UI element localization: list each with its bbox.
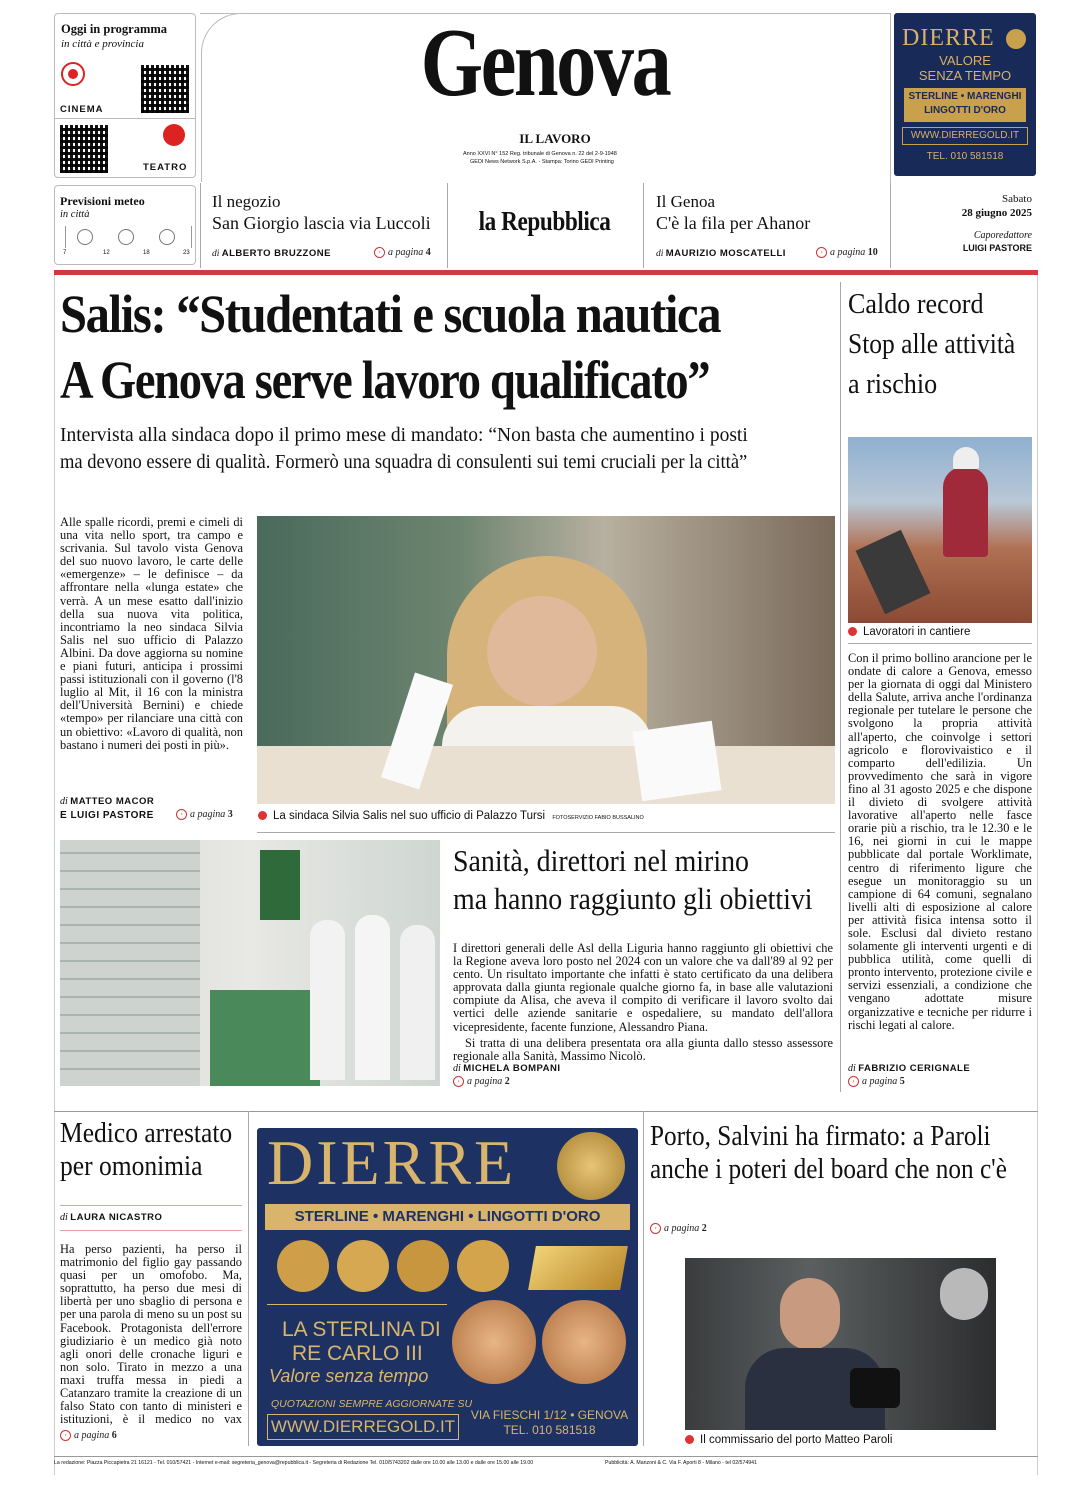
byline-di: di: [212, 249, 220, 259]
lead-caption-text: La sindaca Silvia Salis nel suo ufficio di Palazzo Tursi: [273, 810, 546, 822]
ad-top-line2: SENZA TEMPO: [918, 68, 1012, 83]
ad-top-tel: TEL. 010 581518: [926, 151, 1004, 162]
ad-top-line1: VALORE: [939, 53, 991, 68]
box-negozio[interactable]: [212, 192, 442, 262]
footer-pubblicita: Pubblicità: A. Manzoni & C. Via F. Aporti 8 - Milano - tel 02/574941: [605, 1460, 757, 1466]
sun-icon: [77, 229, 93, 245]
byline-di: di: [60, 1212, 68, 1223]
date-box: [895, 193, 1032, 253]
caldo-headline-1[interactable]: Caldo record: [848, 288, 984, 320]
programma-title: Oggi in programma: [61, 22, 168, 36]
ad-big-s2: RE CARLO III: [292, 1342, 423, 1365]
pageref-number: 6: [111, 1430, 117, 1441]
footer-redazione: La redazione: Piazza Piccapietra 21 16121 - Tel. 010/57421 - Internet e-mail: segreteria_genova@repubblica.it - Segreteria di Redazione Tel. 010/5743202 dalle ore 10.00 alle 13.00 e dalle ore 15.00 alle 19.00: [54, 1460, 534, 1466]
sanita-body-1: I direttori generali delle Asl della Liguria hanno raggiunto gli obiettivi che la Regione aveva loro posto nel 2024 con un valore che va dall'89 al 92 per cento. Un risultato importante che infatti è stato certificato da una delibera approvata dalla giunta regionale qualche giorno fa, in base alle valutazioni compiute da Alisa, che aveva il compito di verificare il lavoro svolto dai vertici delle aziende sanitarie e ospedaliere, su mandato dell'allora vicepresidente, facente funzione, Alessandro Piana.: [453, 941, 833, 1034]
caldo-caption: [848, 626, 970, 638]
gold-coin-icon: [337, 1240, 389, 1292]
teatro-qr-icon[interactable]: [60, 125, 108, 173]
lead-pageref[interactable]: [176, 809, 233, 820]
sanita-headline-2[interactable]: ma hanno raggiunto gli obiettivi: [453, 881, 813, 916]
cinema-qr-icon[interactable]: [141, 65, 189, 113]
gold-coin-icon: [397, 1240, 449, 1292]
lead-author-2: E LUIGI PASTORE: [60, 810, 154, 821]
medico-pageref[interactable]: [60, 1430, 117, 1441]
lead-body: Alle spalle ricordi, premi e cimeli di una vita nello sport, tra campo e scrivania. Sul tavolo vista Genova del suo nuovo lavoro, le carte delle «emergenze» – le definisce – da affrontare nella «lunga estate» che verrà. A un mese esatto dall'inizio della sua nuova vita politica, incontriamo la neo sindaca Silvia Salis nel suo ufficio di Palazzo Albini. Da dove aggiorna su nomine e piani futuri, anticipa i prossimi passi istituzionali con il governo (l'8 luglio al Mit, il 16 con la ministra dell'Università Bernini) e chiede «tempo» per rilanciare una città con un obiettivo: «Lavoro di qualità, non bastano i numeri dei posti in più».: [60, 516, 243, 752]
microphone-icon: [850, 1368, 900, 1408]
person-face: [780, 1278, 840, 1350]
nurse-figure: [355, 915, 390, 1080]
gold-coin-icon: [557, 1132, 625, 1200]
arrow-icon: ›: [453, 1076, 464, 1087]
meteo-box[interactable]: [54, 185, 196, 265]
camera-icon: [258, 811, 267, 820]
teatro-icon[interactable]: [163, 124, 185, 146]
nurse-figure: [310, 920, 345, 1080]
green-cabinet: [210, 990, 320, 1086]
arrow-icon: ›: [60, 1430, 71, 1441]
caldo-headline-2[interactable]: Stop alle attività: [848, 328, 1016, 360]
lead-subtitle-1: Intervista alla sindaca dopo il primo mese di mandato: “Non basta che aumentino i posti: [60, 425, 748, 446]
person-head: [940, 1268, 988, 1320]
programma-box: [54, 13, 196, 178]
helmet-icon: [953, 447, 979, 469]
genoa-kicker: Il Genoa: [656, 192, 716, 211]
sovereign-coin-icon: [542, 1300, 626, 1384]
ad-big-addr: VIA FIESCHI 1/12 • GENOVA: [470, 1408, 629, 1422]
camera-icon: [685, 1435, 694, 1444]
lead-photo-salis[interactable]: [257, 516, 835, 804]
masthead-sub: IL LAVORO: [519, 131, 591, 146]
ad-dierre-big[interactable]: [257, 1128, 638, 1446]
arrow-icon: ›: [848, 1076, 859, 1087]
pageref-label: a pagina: [190, 809, 226, 820]
meteo-title: Previsioni meteo: [60, 194, 145, 208]
porto-headline-1[interactable]: Porto, Salvini ha firmato: a Paroli: [650, 1120, 991, 1152]
medico-author: LAURA NICASTRO: [70, 1212, 163, 1223]
photo-credit: FOTOSERVIZIO FABIO BUSSALINO: [552, 815, 644, 821]
pageref-number: 2: [701, 1223, 707, 1234]
arrow-icon: ›: [816, 247, 827, 258]
green-flag: [260, 850, 300, 920]
meteo-hour: 18: [143, 250, 150, 256]
genoa-author: MAURIZIO MOSCATELLI: [665, 248, 786, 259]
arrow-icon: ›: [374, 247, 385, 258]
sanita-pageref[interactable]: [453, 1076, 510, 1087]
medico-headline-2[interactable]: per omonimia: [60, 1150, 203, 1182]
date-role: Caporedattore: [973, 230, 1032, 241]
worker-arm: [856, 530, 931, 615]
cinema-label[interactable]: CINEMA: [60, 104, 104, 115]
ad-big-s1: LA STERLINA DI: [282, 1318, 441, 1341]
worker-figure: [943, 467, 988, 557]
porto-photo-paroli[interactable]: [685, 1258, 996, 1430]
meteo-hour: 7: [63, 250, 67, 256]
nurse-figure: [400, 925, 435, 1080]
ad-top-line3: STERLINE • MARENGHI: [908, 91, 1022, 102]
byline-di: di: [656, 249, 664, 259]
gold-bar-icon: [528, 1246, 628, 1290]
pageref-number: 5: [899, 1076, 905, 1087]
masthead-info2: GEDI News Network S.p.A. - Stampa: Torino GEDI Printing: [470, 159, 614, 165]
date-day: Sabato: [1002, 193, 1032, 205]
person-face: [487, 596, 597, 706]
masthead-info1: Anno XXVI N° 152 Reg. tribunale di Genova n. 22 del 2-9-1948: [463, 151, 617, 157]
masthead-title[interactable]: Genova: [420, 9, 670, 117]
negozio-kicker: Il negozio: [212, 192, 281, 211]
medico-headline-1[interactable]: Medico arrestato: [60, 1117, 233, 1149]
caldo-author: FABRIZIO CERIGNALE: [858, 1063, 971, 1074]
ad-dierre-top[interactable]: [894, 13, 1036, 176]
sanita-body-2: Si tratta di una delibera presentata ora alla giunta dallo stesso assessore regionale alla Sanità, Massimo Nicolò.: [453, 1036, 833, 1064]
byline-di: di: [60, 796, 68, 807]
lead-headline-1[interactable]: Salis: “Studentati e scuola nautica: [60, 284, 721, 344]
ad-top-web: WWW.DIERREGOLD.IT: [902, 127, 1028, 145]
negozio-author: ALBERTO BRUZZONE: [221, 248, 331, 259]
lead-author-1: MATTEO MACOR: [70, 796, 155, 807]
medico-body: Ha perso pazienti, ha perso il matrimonio del figlio gay passando quasi per un omofobo. Ma, soprattutto, ha perso due mesi di libertà per uno sbaglio di persona e per una parola di meno su un post su Facebook. Protagonista dell'errore giudiziario è un medico già noto agli onori delle cronache liguri e non solo. Tirato in mezzo a una maxi truffa messa in piedi a Catanzaro tramite la creazione di un falso Stato con tanto di ministeri e istituzioni, è il medico no vax: [60, 1243, 242, 1427]
sun-icon: [118, 229, 134, 245]
sun-icon: [159, 229, 175, 245]
sanita-photo-pharmacy[interactable]: [60, 840, 440, 1086]
programma-subtitle: in città e provincia: [61, 38, 144, 50]
header-red-rule: [54, 270, 1038, 275]
repubblica-logo[interactable]: la Repubblica: [478, 206, 611, 236]
caldo-photo-workers[interactable]: [848, 437, 1032, 623]
pageref-number: 10: [867, 247, 878, 258]
caldo-pageref[interactable]: [848, 1076, 905, 1087]
teatro-label[interactable]: TEATRO: [143, 162, 188, 173]
ad-top-line4: LINGOTTI D'ORO: [924, 105, 1006, 116]
date-name: LUIGI PASTORE: [962, 243, 1032, 253]
genoa-pageref[interactable]: [816, 247, 878, 258]
meteo-subtitle: in città: [60, 209, 90, 220]
caldo-caption-text: Lavoratori in cantiere: [863, 626, 971, 638]
cinema-icon[interactable]: [61, 62, 85, 86]
ad-big-brand: DIERRE: [267, 1128, 517, 1198]
pageref-label: a pagina: [388, 247, 424, 258]
box-genoa[interactable]: [656, 192, 886, 262]
pageref-label: a pagina: [664, 1223, 700, 1234]
porto-pageref[interactable]: [650, 1223, 707, 1234]
sanita-author: MICHELA BOMPANI: [463, 1063, 561, 1074]
meteo-hour: 12: [103, 250, 110, 256]
pageref-label: a pagina: [862, 1076, 898, 1087]
camera-icon: [848, 627, 857, 636]
lead-caption: [258, 810, 644, 822]
byline-di: di: [848, 1063, 856, 1074]
ad-big-web: WWW.DIERREGOLD.IT: [267, 1414, 459, 1440]
negozio-title: San Giorgio lascia via Luccoli: [212, 213, 431, 233]
pageref-label: a pagina: [467, 1076, 503, 1087]
ad-big-tel: TEL. 010 581518: [503, 1423, 596, 1437]
paper: [633, 721, 722, 801]
date-date: 28 giugno 2025: [961, 207, 1032, 219]
arrow-icon: ›: [176, 809, 187, 820]
arrow-icon: ›: [650, 1223, 661, 1234]
porto-headline-2[interactable]: anche i poteri del board che non c'è: [650, 1153, 1007, 1185]
gold-coin-icon: [1006, 29, 1026, 49]
caldo-headline-3[interactable]: a rischio: [848, 368, 938, 400]
porto-caption: [685, 1434, 892, 1446]
sanita-headline-1[interactable]: Sanità, direttori nel mirino: [453, 843, 750, 878]
lead-subtitle-2: ma devono essere di qualità. Formerò una squadra di consulenti sui temi cruciali per la città”: [60, 452, 748, 473]
pageref-number: 3: [227, 809, 233, 820]
ad-top-brand: DIERRE: [902, 25, 995, 51]
meteo-hour: 23: [183, 250, 190, 256]
ad-big-s3: Valore senza tempo: [269, 1366, 429, 1386]
gold-coin-icon: [457, 1240, 509, 1292]
genoa-title: C'è la fila per Ahanor: [656, 213, 811, 233]
pageref-number: 2: [504, 1076, 510, 1087]
caldo-body: Con il primo bollino arancione per le ondate di calore a Genova, emesso per la giornata di oggi dal Ministero della Salute, arriva anche l'ordinanza regionale per tutelare le persone che svolgono la propria attività all'aperto, che coinvolge i settori agricolo e florovivaistico e il comparto dell'edilizia. Un provvedimento che sarà in vigore fino al 31 agosto 2025 e che dispone il divieto di svolgere attività lavorative all'aperto nelle fasce orarie più a rischio, tra le 12.30 e le 16, nei giorni in cui le mappe pubblicate dal portale Worklimate, centro di riferimento ligure che esegue un monitoraggio su un campione di 64 comuni, segnalano livelli alti di esposizione al calore per attività fisica intensa sotto il sole. Esclusi dal divieto restano solamente gli interventi urgenti e di pubblica utilità, come quelli di pronto intervento, protezione civile e servizi essenziali, a condizione che vengano adottate misure organizzative e tecniche per ridurre i rischi legati al calore.: [848, 652, 1032, 1032]
ad-big-line: STERLINE • MARENGHI • LINGOTTI D'ORO: [294, 1208, 601, 1225]
porto-caption-text: Il commissario del porto Matteo Paroli: [700, 1434, 893, 1446]
sovereign-coin-icon: [452, 1300, 536, 1384]
shelves: [60, 840, 200, 1086]
gold-coin-icon: [277, 1240, 329, 1292]
ad-big-q: QUOTAZIONI SEMPRE AGGIORNATE SU: [271, 1398, 473, 1410]
desk: [257, 746, 835, 804]
pageref-number: 4: [425, 247, 431, 258]
negozio-pageref[interactable]: [374, 247, 431, 258]
pageref-label: a pagina: [74, 1430, 110, 1441]
pageref-label: a pagina: [830, 247, 866, 258]
lead-headline-2[interactable]: A Genova serve lavoro qualificato”: [60, 350, 710, 410]
byline-di: di: [453, 1063, 461, 1074]
